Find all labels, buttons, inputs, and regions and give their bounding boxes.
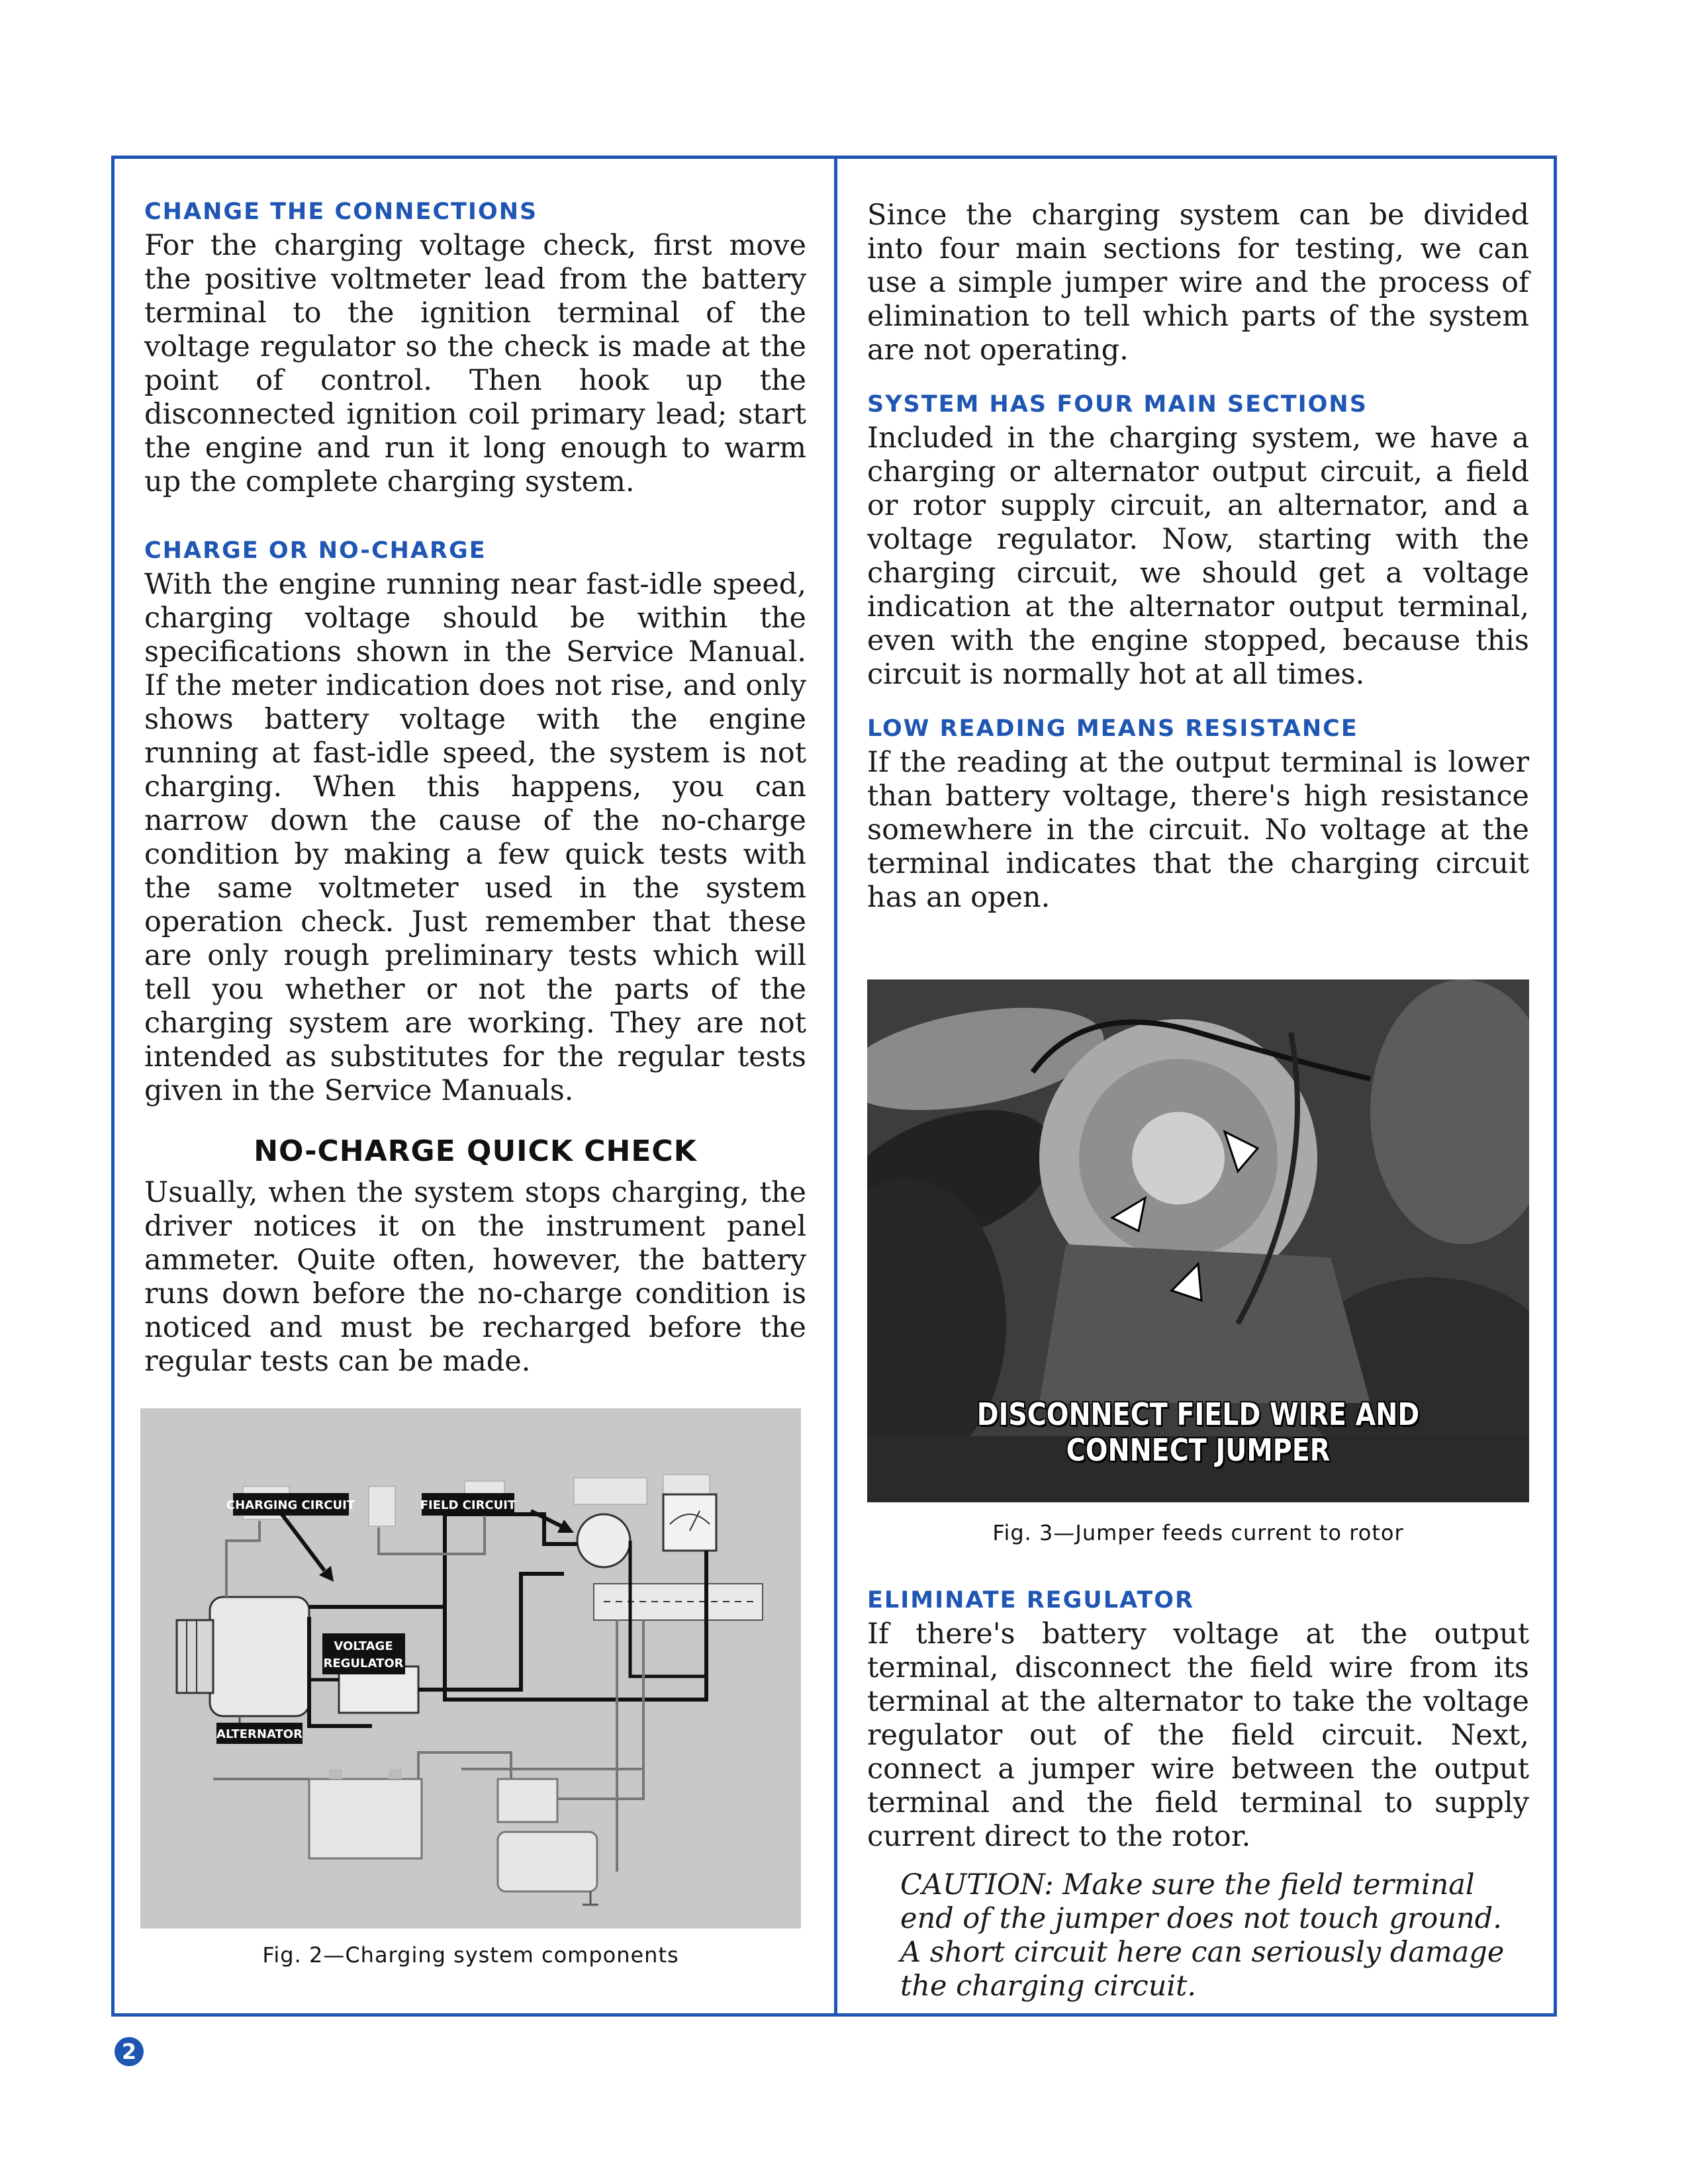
para-low-reading: If the reading at the output terminal is lower than battery voltage, there's high resistance somewhere in the circuit. No voltage at the terminal indicates that the charging circuit has an open. <box>867 746 1529 914</box>
para-eliminate-regulator: If there's battery voltage at the output terminal, disconnect the field wire from its terminal at the alternator to take the voltage regulator out of the field circuit. Next, connect a jumper wire between the output terminal and the field terminal to supply current direct to the rotor. <box>867 1617 1529 1853</box>
label-field-circuit: FIELD CIRCUIT <box>420 1498 516 1512</box>
page-number: 2 <box>115 2037 144 2066</box>
right-column-top <box>867 199 1529 915</box>
right-column-bottom <box>867 1587 1529 2003</box>
column-divider <box>834 156 837 2017</box>
para-no-charge-quick-check: Usually, when the system stops charging, the driver notices it on the instrument panel ammeter. Quite often, however, the battery runs down before the no-charge condition is noticed and must be recharged before the regular tests can be made. <box>144 1176 806 1378</box>
heading-charge-no-charge: CHARGE OR NO-CHARGE <box>144 537 487 564</box>
heading-no-charge-quick-check: NO-CHARGE QUICK CHECK <box>254 1134 697 1168</box>
caption-fig3: Fig. 3—Jumper feeds current to rotor <box>992 1520 1404 1545</box>
heading-four-main-sections: SYSTEM HAS FOUR MAIN SECTIONS <box>867 391 1368 418</box>
figure-charging-system-diagram <box>140 1408 801 1929</box>
para-four-main-sections: Included in the charging system, we have a charging or alternator output circuit, a field or rotor supply circuit, an alternator, and a voltage regulator. Now, starting with the charging circuit, we should get a voltage indication at the alternator output terminal, even with the engine stopped, because this circuit is normally hot at all times. <box>867 422 1529 691</box>
label-alternator: ALTERNATOR <box>216 1727 303 1741</box>
wiring-diagram <box>140 1408 801 1929</box>
label-charging-circuit: CHARGING CIRCUIT <box>226 1498 355 1512</box>
label-regulator: REGULATOR <box>323 1657 404 1670</box>
photo-label: DISCONNECT FIELD WIRE AND CONNECT JUMPER <box>976 1396 1420 1468</box>
heading-low-reading: LOW READING MEANS RESISTANCE <box>867 715 1358 742</box>
caption-fig2: Fig. 2—Charging system components <box>262 1942 679 1968</box>
para-intro: Since the charging system can be divided into four main sections for testing, we can use a simple jumper wire and the process of elimination to tell which parts of the system are not operating. <box>867 199 1529 367</box>
figure-engine-photo <box>867 979 1529 1502</box>
label-voltage: VOLTAGE <box>334 1639 393 1653</box>
para-change-connections: For the charging voltage check, first move the positive voltmeter lead from the battery terminal to the ignition terminal of the voltage regulator so the check is made at the point of control. Then hook up the disconnected ignition coil primary lead; start the engine and run it long enough to warm up the complete charging system. <box>144 229 806 498</box>
heading-change-connections: CHANGE THE CONNECTIONS <box>144 199 538 225</box>
heading-eliminate-regulator: ELIMINATE REGULATOR <box>867 1587 1194 1614</box>
left-column <box>144 199 806 1379</box>
caution-note: CAUTION: Make sure the field terminal end of the jumper does not touch ground. A short circuit here can seriously damage the charging circuit. <box>900 1868 1505 2003</box>
para-charge-no-charge: With the engine running near fast-idle speed, charging voltage should be within the specifications shown in the Service Manual. If the meter indication does not rise, and only shows battery voltage with the engine running at fast-idle speed, the system is not charging. When this happens, you can narrow down the cause of the no-charge condition by making a few quick tests with the same voltmeter used in the system operation check. Just remember that these are only rough preliminary tests which will tell you whether or not the parts of the charging system are working. They are not intended as substitutes for the regular tests given in the Service Manuals. <box>144 568 806 1107</box>
